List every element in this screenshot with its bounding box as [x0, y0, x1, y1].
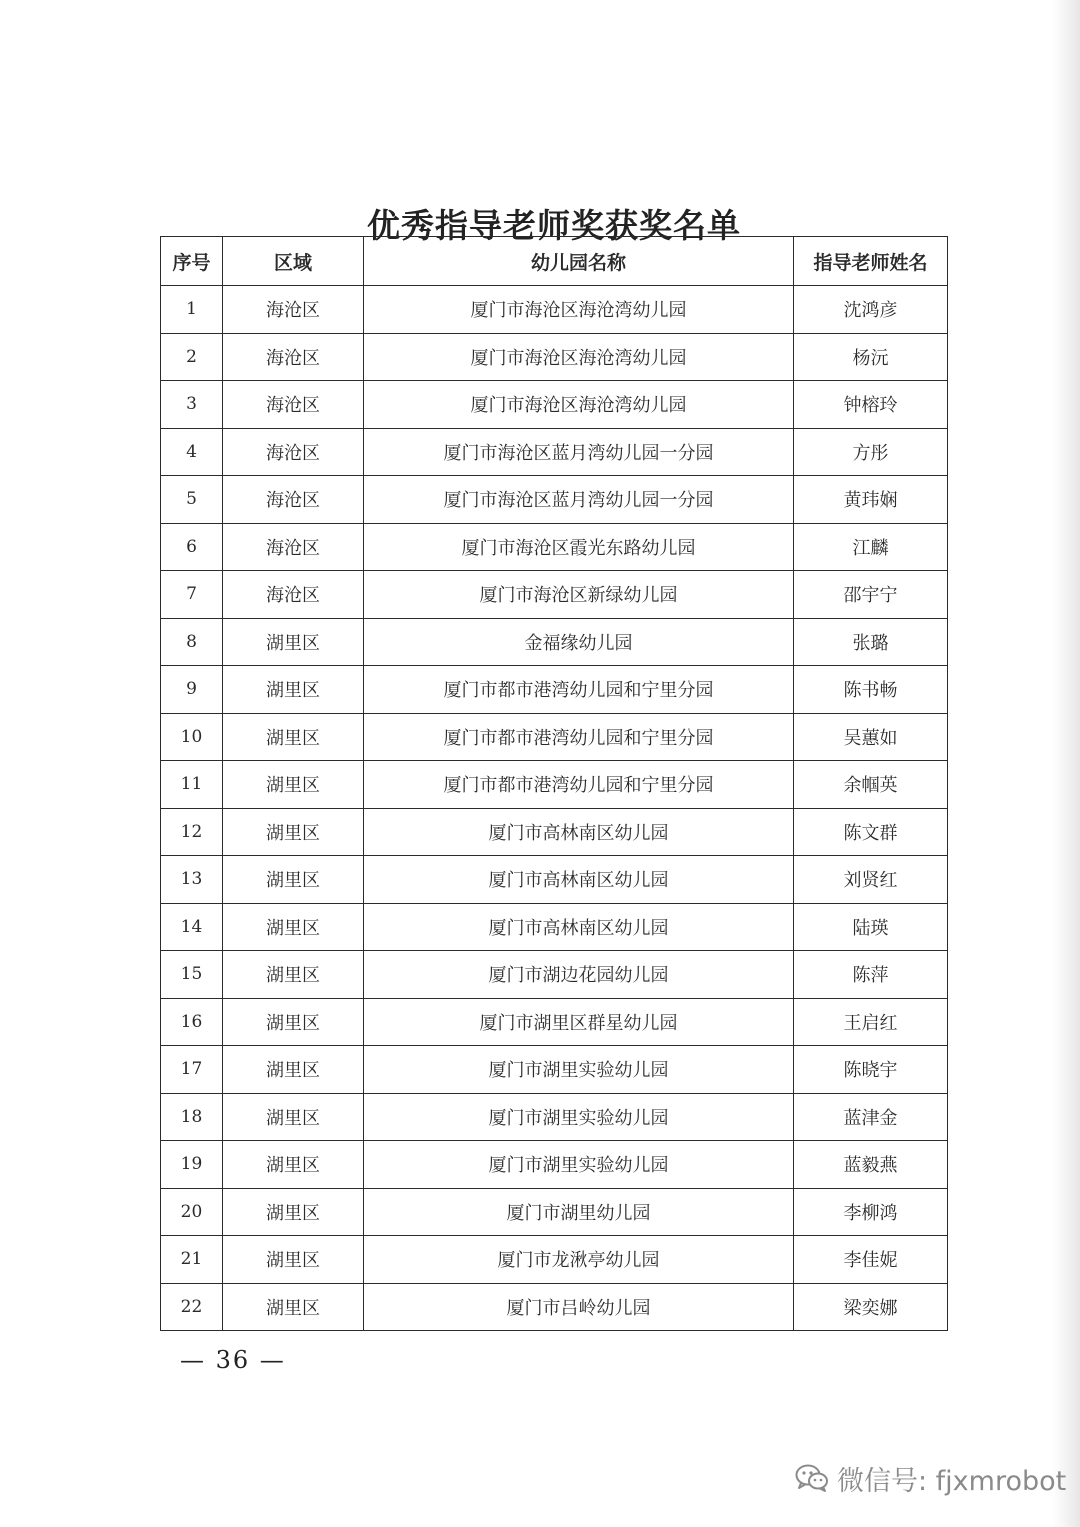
- cell-kindergarten: 厦门市高林南区幼儿园: [364, 808, 794, 856]
- table-row: [161, 381, 948, 429]
- table-row: [161, 333, 948, 381]
- cell-no: 19: [161, 1141, 223, 1189]
- table-row: [161, 523, 948, 571]
- cell-kindergarten: 厦门市湖里幼儿园: [364, 1188, 794, 1236]
- table-row: [161, 998, 948, 1046]
- cell-district: 湖里区: [223, 666, 364, 714]
- table-row: [161, 476, 948, 524]
- cell-kindergarten: 厦门市高林南区幼儿园: [364, 903, 794, 951]
- cell-kindergarten: 厦门市湖里实验幼儿园: [364, 1093, 794, 1141]
- table-row: [161, 951, 948, 999]
- cell-no: 14: [161, 903, 223, 951]
- cell-teacher: 陈书畅: [794, 666, 948, 714]
- table-row: [161, 286, 948, 334]
- cell-teacher: 沈鸿彦: [794, 286, 948, 334]
- cell-district: 湖里区: [223, 713, 364, 761]
- cell-kindergarten: 厦门市高林南区幼儿园: [364, 856, 794, 904]
- table-row: [161, 761, 948, 809]
- cell-district: 湖里区: [223, 951, 364, 999]
- watermark: [795, 1458, 1066, 1498]
- cell-no: 3: [161, 381, 223, 429]
- cell-district: 湖里区: [223, 856, 364, 904]
- cell-no: 6: [161, 523, 223, 571]
- cell-no: 12: [161, 808, 223, 856]
- cell-teacher: 余帼英: [794, 761, 948, 809]
- cell-kindergarten: 厦门市都市港湾幼儿园和宁里分园: [364, 666, 794, 714]
- cell-teacher: 钟榕玲: [794, 381, 948, 429]
- cell-no: 5: [161, 476, 223, 524]
- cell-kindergarten: 厦门市龙湫亭幼儿园: [364, 1236, 794, 1284]
- table-row: [161, 1046, 948, 1094]
- cell-kindergarten: 厦门市海沧区海沧湾幼儿园: [364, 381, 794, 429]
- cell-district: 海沧区: [223, 476, 364, 524]
- cell-teacher: 吴蕙如: [794, 713, 948, 761]
- cell-district: 海沧区: [223, 286, 364, 334]
- table-header-row: [161, 237, 948, 286]
- cell-teacher: 刘贤红: [794, 856, 948, 904]
- document-title: 优秀指导老师奖获奖名单: [367, 206, 741, 246]
- cell-no: 22: [161, 1283, 223, 1331]
- cell-kindergarten: 厦门市湖里实验幼儿园: [364, 1046, 794, 1094]
- cell-no: 8: [161, 618, 223, 666]
- cell-no: 11: [161, 761, 223, 809]
- cell-kindergarten: 厦门市海沧区海沧湾幼儿园: [364, 333, 794, 381]
- table-row: [161, 428, 948, 476]
- table-row: [161, 1141, 948, 1189]
- cell-district: 湖里区: [223, 1046, 364, 1094]
- cell-teacher: 黄玮娴: [794, 476, 948, 524]
- cell-teacher: 蓝津金: [794, 1093, 948, 1141]
- cell-kindergarten: 厦门市吕岭幼儿园: [364, 1283, 794, 1331]
- table-row: [161, 1236, 948, 1284]
- cell-district: 湖里区: [223, 1141, 364, 1189]
- cell-kindergarten: 厦门市海沧区蓝月湾幼儿园一分园: [364, 476, 794, 524]
- cell-no: 20: [161, 1188, 223, 1236]
- cell-district: 海沧区: [223, 571, 364, 619]
- table-row: [161, 808, 948, 856]
- cell-kindergarten: 厦门市都市港湾幼儿园和宁里分园: [364, 761, 794, 809]
- table-row: [161, 1283, 948, 1331]
- header-no: 序号: [161, 237, 223, 286]
- cell-kindergarten: 金福缘幼儿园: [364, 618, 794, 666]
- cell-no: 13: [161, 856, 223, 904]
- cell-district: 湖里区: [223, 618, 364, 666]
- cell-no: 17: [161, 1046, 223, 1094]
- cell-teacher: 陈文群: [794, 808, 948, 856]
- header-teacher: 指导老师姓名: [794, 237, 948, 286]
- cell-district: 海沧区: [223, 333, 364, 381]
- cell-district: 海沧区: [223, 523, 364, 571]
- header-kindergarten: 幼儿园名称: [364, 237, 794, 286]
- wechat-icon: [795, 1463, 829, 1493]
- cell-district: 湖里区: [223, 998, 364, 1046]
- table-row: [161, 1188, 948, 1236]
- cell-teacher: 方彤: [794, 428, 948, 476]
- cell-kindergarten: 厦门市湖里区群星幼儿园: [364, 998, 794, 1046]
- cell-district: 海沧区: [223, 428, 364, 476]
- cell-no: 1: [161, 286, 223, 334]
- cell-teacher: 王启红: [794, 998, 948, 1046]
- cell-teacher: 张璐: [794, 618, 948, 666]
- cell-no: 9: [161, 666, 223, 714]
- cell-teacher: 李柳鸿: [794, 1188, 948, 1236]
- table-row: [161, 713, 948, 761]
- watermark-text: 微信号: fjxmrobot: [837, 1465, 1067, 1497]
- cell-no: 18: [161, 1093, 223, 1141]
- cell-kindergarten: 厦门市湖边花园幼儿园: [364, 951, 794, 999]
- cell-district: 湖里区: [223, 1188, 364, 1236]
- cell-teacher: 杨沅: [794, 333, 948, 381]
- table-row: [161, 1093, 948, 1141]
- cell-district: 湖里区: [223, 1236, 364, 1284]
- cell-teacher: 邵宇宁: [794, 571, 948, 619]
- cell-kindergarten: 厦门市海沧区海沧湾幼儿园: [364, 286, 794, 334]
- cell-district: 湖里区: [223, 903, 364, 951]
- cell-no: 4: [161, 428, 223, 476]
- award-table: [160, 236, 948, 1331]
- cell-kindergarten: 厦门市都市港湾幼儿园和宁里分园: [364, 713, 794, 761]
- table-row: [161, 856, 948, 904]
- cell-no: 15: [161, 951, 223, 999]
- table-body: [161, 286, 948, 1331]
- cell-no: 7: [161, 571, 223, 619]
- cell-district: 湖里区: [223, 808, 364, 856]
- cell-teacher: 李佳妮: [794, 1236, 948, 1284]
- header-district: 区域: [223, 237, 364, 286]
- table-row: [161, 903, 948, 951]
- cell-district: 湖里区: [223, 1093, 364, 1141]
- cell-no: 2: [161, 333, 223, 381]
- cell-no: 21: [161, 1236, 223, 1284]
- cell-kindergarten: 厦门市海沧区新绿幼儿园: [364, 571, 794, 619]
- table-row: [161, 618, 948, 666]
- cell-district: 湖里区: [223, 1283, 364, 1331]
- cell-teacher: 陆瑛: [794, 903, 948, 951]
- table-row: [161, 571, 948, 619]
- cell-teacher: 梁奕娜: [794, 1283, 948, 1331]
- page-number: — 36 —: [180, 1346, 286, 1374]
- cell-kindergarten: 厦门市海沧区霞光东路幼儿园: [364, 523, 794, 571]
- cell-no: 16: [161, 998, 223, 1046]
- cell-kindergarten: 厦门市湖里实验幼儿园: [364, 1141, 794, 1189]
- cell-district: 海沧区: [223, 381, 364, 429]
- cell-kindergarten: 厦门市海沧区蓝月湾幼儿园一分园: [364, 428, 794, 476]
- cell-teacher: 蓝毅燕: [794, 1141, 948, 1189]
- table-row: [161, 666, 948, 714]
- cell-district: 湖里区: [223, 761, 364, 809]
- cell-teacher: 江麟: [794, 523, 948, 571]
- cell-teacher: 陈晓宇: [794, 1046, 948, 1094]
- cell-teacher: 陈萍: [794, 951, 948, 999]
- cell-no: 10: [161, 713, 223, 761]
